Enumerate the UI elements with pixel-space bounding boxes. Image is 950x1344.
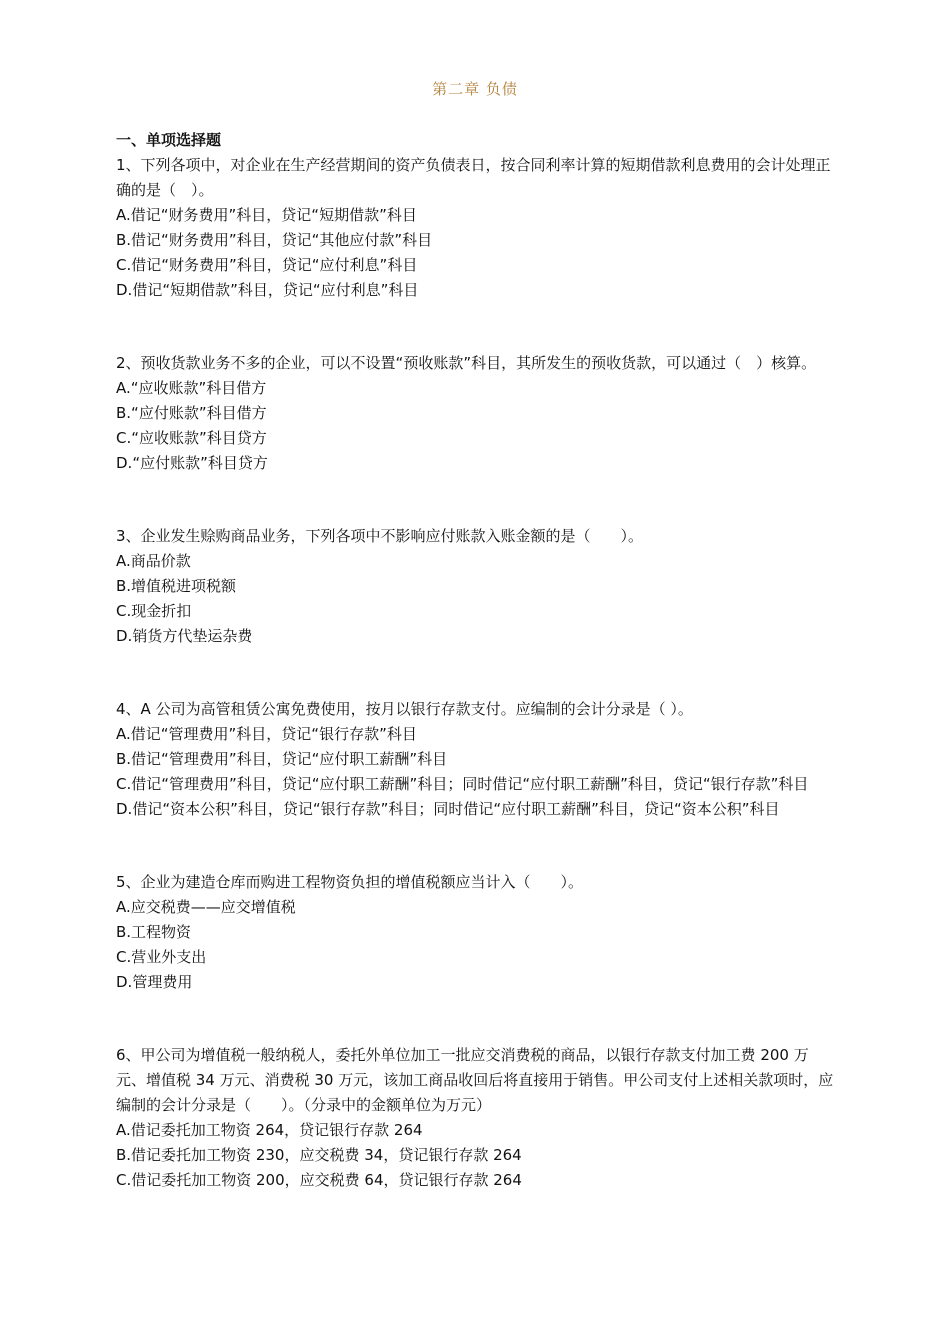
option-a: A.商品价款 (116, 552, 191, 570)
spacer (116, 476, 836, 524)
option-b: B.借记委托加工物资 230，应交税费 34，贷记银行存款 264 (116, 1146, 522, 1164)
question-stem: 2、预收货款业务不多的企业，可以不设置“预收账款”科目，其所发生的预收货款，可以通过（ ）核算。 (116, 354, 817, 372)
document-body (116, 128, 836, 1193)
question-stem: 5、企业为建造仓库而购进工程物资负担的增值税额应当计入（ ）。 (116, 873, 584, 891)
option-a: A.应交税费——应交增值税 (116, 898, 296, 916)
option-d: D.借记“短期借款”科目，贷记“应付利息”科目 (116, 281, 419, 299)
question-stem: 6、甲公司为增值税一般纳税人，委托外单位加工一批应交消费税的商品，以银行存款支付加工费 200 万元、增值税 34 万元、消费税 30 万元，该加工商品收回后将直接用于销售。甲公司支付上述相关款项时，应编制的会计分录是（ ）。（分录中的金额单位为万元） (116, 1046, 834, 1114)
option-d: D.销货方代垫运杂费 (116, 627, 253, 645)
option-a: A.借记“财务费用”科目，贷记“短期借款”科目 (116, 206, 417, 224)
question-3 (116, 524, 836, 649)
question-stem: 4、A 公司为高管租赁公寓免费使用，按月以银行存款支付。应编制的会计分录是（ ）。 (116, 700, 693, 718)
option-c: C.现金折扣 (116, 602, 192, 620)
question-5 (116, 870, 836, 995)
chapter-title: 第二章 负债 (432, 80, 518, 98)
option-c: C.营业外支出 (116, 948, 207, 966)
option-d: D.借记“资本公积”科目，贷记“银行存款”科目；同时借记“应付职工薪酬”科目，贷记“资本公积”科目 (116, 800, 780, 818)
option-c: C.借记委托加工物资 200，应交税费 64，贷记银行存款 264 (116, 1171, 522, 1189)
option-b: B.借记“财务费用”科目，贷记“其他应付款”科目 (116, 231, 433, 249)
spacer (116, 995, 836, 1043)
question-stem: 3、企业发生赊购商品业务，下列各项中不影响应付账款入账金额的是（ ）。 (116, 527, 644, 545)
spacer (116, 303, 836, 351)
spacer (116, 822, 836, 870)
option-a: A.借记“管理费用”科目，贷记“银行存款”科目 (116, 725, 417, 743)
section-heading: 一、单项选择题 (116, 131, 222, 149)
option-a: A.“应收账款”科目借方 (116, 379, 267, 397)
option-d: D.“应付账款”科目贷方 (116, 454, 268, 472)
question-4 (116, 697, 836, 822)
option-d: D.管理费用 (116, 973, 193, 991)
option-b: B.工程物资 (116, 923, 192, 941)
question-6 (116, 1043, 836, 1193)
option-b: B.增值税进项税额 (116, 577, 237, 595)
spacer (116, 649, 836, 697)
question-1 (116, 153, 836, 303)
option-c: C.借记“管理费用”科目，贷记“应付职工薪酬”科目；同时借记“应付职工薪酬”科目，贷记“银行存款”科目 (116, 775, 809, 793)
option-c: C.借记“财务费用”科目，贷记“应付利息”科目 (116, 256, 418, 274)
question-stem: 1、下列各项中，对企业在生产经营期间的资产负债表日，按合同利率计算的短期借款利息费用的会计处理正确的是（ ）。 (116, 156, 831, 199)
question-2 (116, 351, 836, 476)
option-c: C.“应收账款”科目贷方 (116, 429, 267, 447)
option-a: A.借记委托加工物资 264，贷记银行存款 264 (116, 1121, 423, 1139)
option-b: B.借记“管理费用”科目，贷记“应付职工薪酬”科目 (116, 750, 448, 768)
option-b: B.“应付账款”科目借方 (116, 404, 267, 422)
